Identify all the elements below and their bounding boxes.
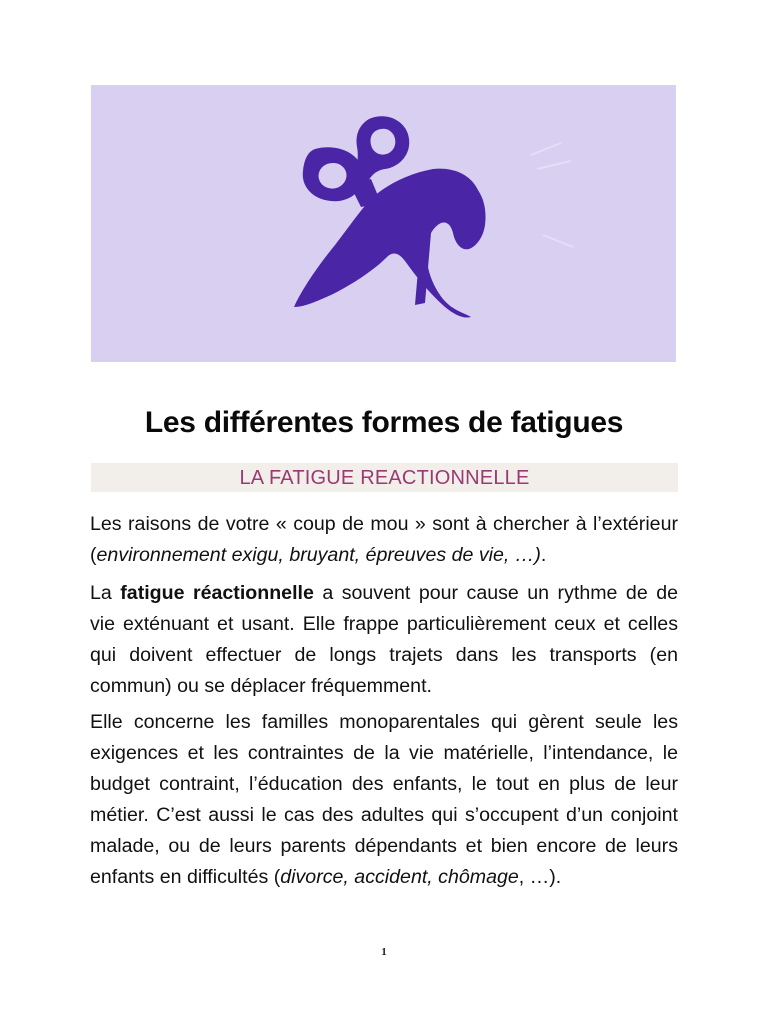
paragraph-2 (90, 578, 678, 702)
paragraph-2-bold: fatigue réactionnelle (120, 582, 314, 604)
paragraph-3-italic: divorce, accident, chômage (280, 866, 519, 888)
paragraph-1-text-a: Les raisons de votre « coup de mou » sont à chercher à l’extérieur ( (90, 513, 678, 566)
wind-up-key-figure-icon (91, 85, 676, 362)
paragraph-1-text-b: . (540, 544, 547, 566)
paragraph-1 (90, 509, 678, 571)
page-number: 1 (381, 946, 387, 958)
paragraph-3-text-b: , …). (518, 866, 562, 888)
paragraph-1-italic: environnement exigu, bruyant, épreuves de vie, …) (96, 544, 541, 566)
section-heading-bar (91, 463, 678, 492)
page-title: Les différentes formes de fatigues (144, 406, 624, 439)
section-heading: LA FATIGUE REACTIONNELLE (239, 467, 530, 489)
paragraph-2-text-b: a souvent pour cause un rythme de de vie exténuant et usant. Elle frappe particulièrement ceux et celles qui doivent effectuer de longs trajets dans les transports (en commun) ou se déplacer fréquemment. (90, 582, 678, 697)
paragraph-3-text-a: Elle concerne les familles monoparentales qui gèrent seule les exigences et les contraintes de la vie matérielle, l’intendance, le budget contraint, l’éducation des enfants, le tout en plus de leur métier. C’est aussi le cas des adultes qui s’occupent d’un conjoint malade, ou de leurs parents dépendants et bien encore de leurs enfants en difficultés ( (90, 711, 678, 888)
header-banner (91, 85, 676, 362)
paragraph-2-text-a: La (90, 582, 121, 604)
paragraph-3 (90, 707, 678, 893)
